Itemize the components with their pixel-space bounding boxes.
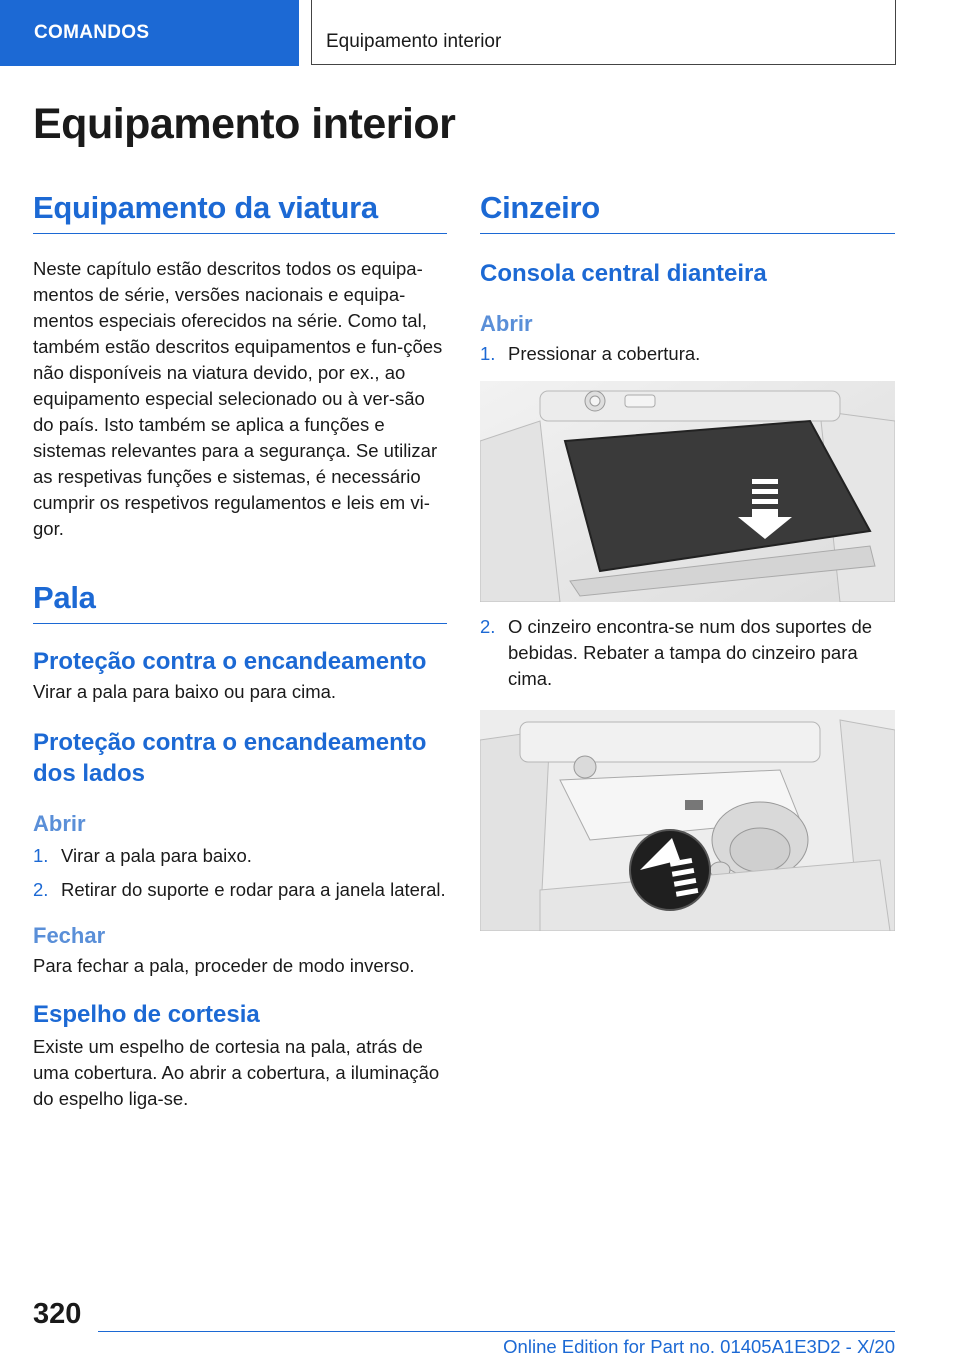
heading-consola-central: Consola central dianteira	[480, 260, 767, 287]
list-item	[33, 877, 447, 903]
chapter-tab: COMANDOS	[0, 0, 299, 66]
section-label: Equipamento interior	[311, 0, 896, 65]
step-number: 2.	[480, 616, 496, 637]
heading-abrir-cinzeiro: Abrir	[480, 311, 533, 336]
left-column	[33, 190, 447, 1112]
heading-pala: Pala	[33, 580, 447, 624]
step-text: Retirar do suporte e rodar para a janela lateral.	[61, 879, 446, 900]
console-cover-illustration	[480, 381, 895, 602]
ashtray-cupholder-drawing	[480, 710, 895, 931]
heading-equipamento-viatura: Equipamento da viatura	[33, 190, 447, 234]
heading-fechar-pala: Fechar	[33, 923, 106, 948]
footer-divider	[98, 1331, 895, 1332]
right-column	[480, 190, 895, 931]
heading-abrir-pala: Abrir	[33, 811, 86, 836]
page-title: Equipamento interior	[33, 100, 456, 148]
fechar-body: Para fechar a pala, proceder de modo inverso.	[33, 955, 415, 976]
espelho-body: Existe um espelho de cortesia na pala, atrás de uma cobertura. Ao abrir a cobertura, a iluminação do espelho liga-se.	[33, 1036, 440, 1109]
heading-protecao-lados: Proteção contra o encandeamento dos lados	[33, 729, 427, 787]
ashtray-cupholder-illustration	[480, 710, 895, 931]
step-text: Pressionar a cobertura.	[508, 343, 701, 364]
heading-espelho-cortesia: Espelho de cortesia	[33, 1001, 260, 1028]
step-number: 1.	[33, 845, 49, 866]
abrir-pala-steps	[33, 843, 447, 903]
step-text: O cinzeiro encontra-se num dos suportes de bebidas. Rebater a tampa do cinzeiro para cima.	[508, 616, 873, 689]
step-number: 2.	[33, 879, 49, 900]
list-item	[480, 341, 895, 367]
step-number: 1.	[480, 343, 496, 364]
console-cover-drawing	[480, 381, 895, 602]
list-item	[33, 843, 447, 869]
footer-edition: Online Edition for Part no. 01405A1E3D2 - X/20	[503, 1336, 895, 1357]
page-header	[0, 0, 960, 66]
step-text: Virar a pala para baixo.	[61, 845, 252, 866]
heading-cinzeiro: Cinzeiro	[480, 190, 895, 234]
list-item	[480, 614, 895, 692]
equipamento-body: Neste capítulo estão descritos todos os equipa-mentos de série, versões nacionais e equipa-mentos especiais oferecidos na série. Como tal, também estão descritos equipamentos e fun-ções não disponíveis na viatura devido, por ex., ao equipamento especial selecionado ou à ver-são do país. Isto também se aplica a funções e sistemas relevantes para a segurança. Se utilizar as respetivas funções e sistemas, é necessário cumprir os respetivos regulamentos e leis em vi-gor.	[33, 258, 443, 539]
heading-protecao-encandeamento: Proteção contra o encandeamento	[33, 648, 427, 675]
protecao-body: Virar a pala para baixo ou para cima.	[33, 681, 337, 702]
page-number: 320	[33, 1298, 82, 1330]
